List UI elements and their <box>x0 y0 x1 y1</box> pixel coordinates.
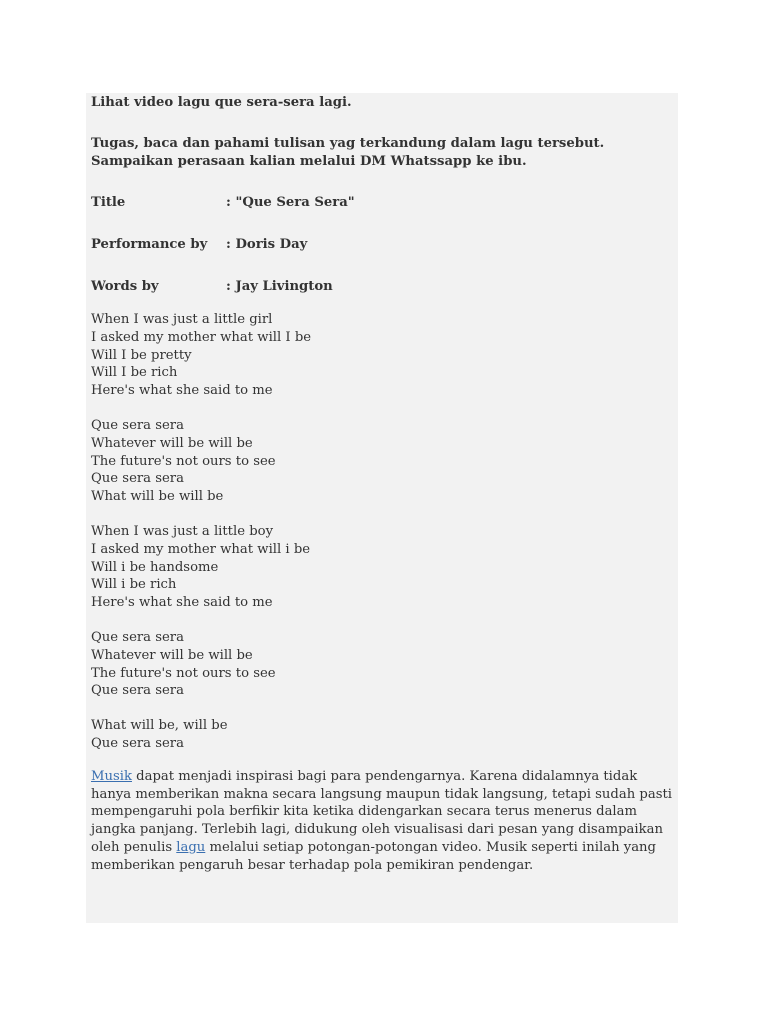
meta-performance-value: : Doris Day <box>226 237 308 252</box>
lyric-line: Whatever will be will be <box>91 647 253 663</box>
lyric-line: Will I be rich <box>91 365 178 381</box>
lyric-line: What will be will be <box>91 489 224 505</box>
paragraph-text-2: melalui setiap potongan-potongan video. Musik seperti inilah yang memberikan pengaruh besar terhadap pola pemikiran pendengar. <box>91 839 656 873</box>
lyric-line: I asked my mother what will i be <box>91 541 311 557</box>
paragraph-text-1: dapat menjadi inspirasi bagi para pendengarnya. Karena didalamnya tidak hanya memberikan makna secara langsung maupun tidak langsung, tetapi sudah pasti mempengaruhi pola berfikir kita ketika didengarkan secara terus menerus dalam jangka panjang. Terlebih lagi, didukung oleh visualisasi dari pesan yang disampaikan oleh penulis <box>91 768 672 855</box>
lyric-line: Will i be rich <box>91 577 177 593</box>
lyrics-stanza-2 <box>91 417 678 506</box>
lyrics <box>91 311 678 753</box>
lyrics-stanza-5 <box>91 717 678 753</box>
lyric-line: Que sera sera <box>91 629 184 645</box>
lyric-line: Whatever will be will be <box>91 435 253 451</box>
document-block <box>86 93 678 923</box>
music-paragraph <box>91 768 677 875</box>
lyric-line: Que sera sera <box>91 735 184 751</box>
lyric-line: Que sera sera <box>91 683 184 699</box>
lyric-line: When I was just a little girl <box>91 312 273 327</box>
lyric-line: The future's not ours to see <box>91 665 276 681</box>
lyric-line: The future's not ours to see <box>91 453 276 469</box>
lyric-line: Here's what she said to me <box>91 595 273 611</box>
meta-performance-label: Performance by <box>91 237 208 252</box>
lagu-link[interactable]: lagu <box>176 839 206 855</box>
lyric-line: Will i be handsome <box>91 559 219 575</box>
lyric-line: Will I be pretty <box>91 347 192 363</box>
lyric-line: What will be, will be <box>91 718 228 734</box>
meta-title-value: : "Que Sera Sera" <box>226 195 355 210</box>
musik-link[interactable]: Musik <box>91 768 132 784</box>
meta-words-row <box>91 278 678 296</box>
intro-task: Tugas, baca dan pahami tulisan yag terkandung dalam lagu tersebut. Sampaikan perasaan kalian melalui DM Whatssapp ke ibu. <box>91 136 605 169</box>
meta-words-label: Words by <box>91 279 159 294</box>
meta-words-value: : Jay Livington <box>226 279 333 294</box>
meta-performance-row <box>91 236 678 254</box>
lyric-line: Que sera sera <box>91 417 184 433</box>
lyric-line: When I was just a little boy <box>91 523 274 539</box>
intro-instruction: Lihat video lagu que sera-sera lagi. <box>91 95 352 110</box>
lyrics-stanza-3 <box>91 523 678 612</box>
lyrics-stanza-1 <box>91 311 678 400</box>
meta-title-row <box>91 194 678 212</box>
lyric-line: Here's what she said to me <box>91 383 273 399</box>
meta-title-label: Title <box>91 195 126 210</box>
lyric-line: Que sera sera <box>91 471 184 487</box>
lyric-line: I asked my mother what will I be <box>91 329 312 345</box>
lyrics-stanza-4 <box>91 629 678 700</box>
